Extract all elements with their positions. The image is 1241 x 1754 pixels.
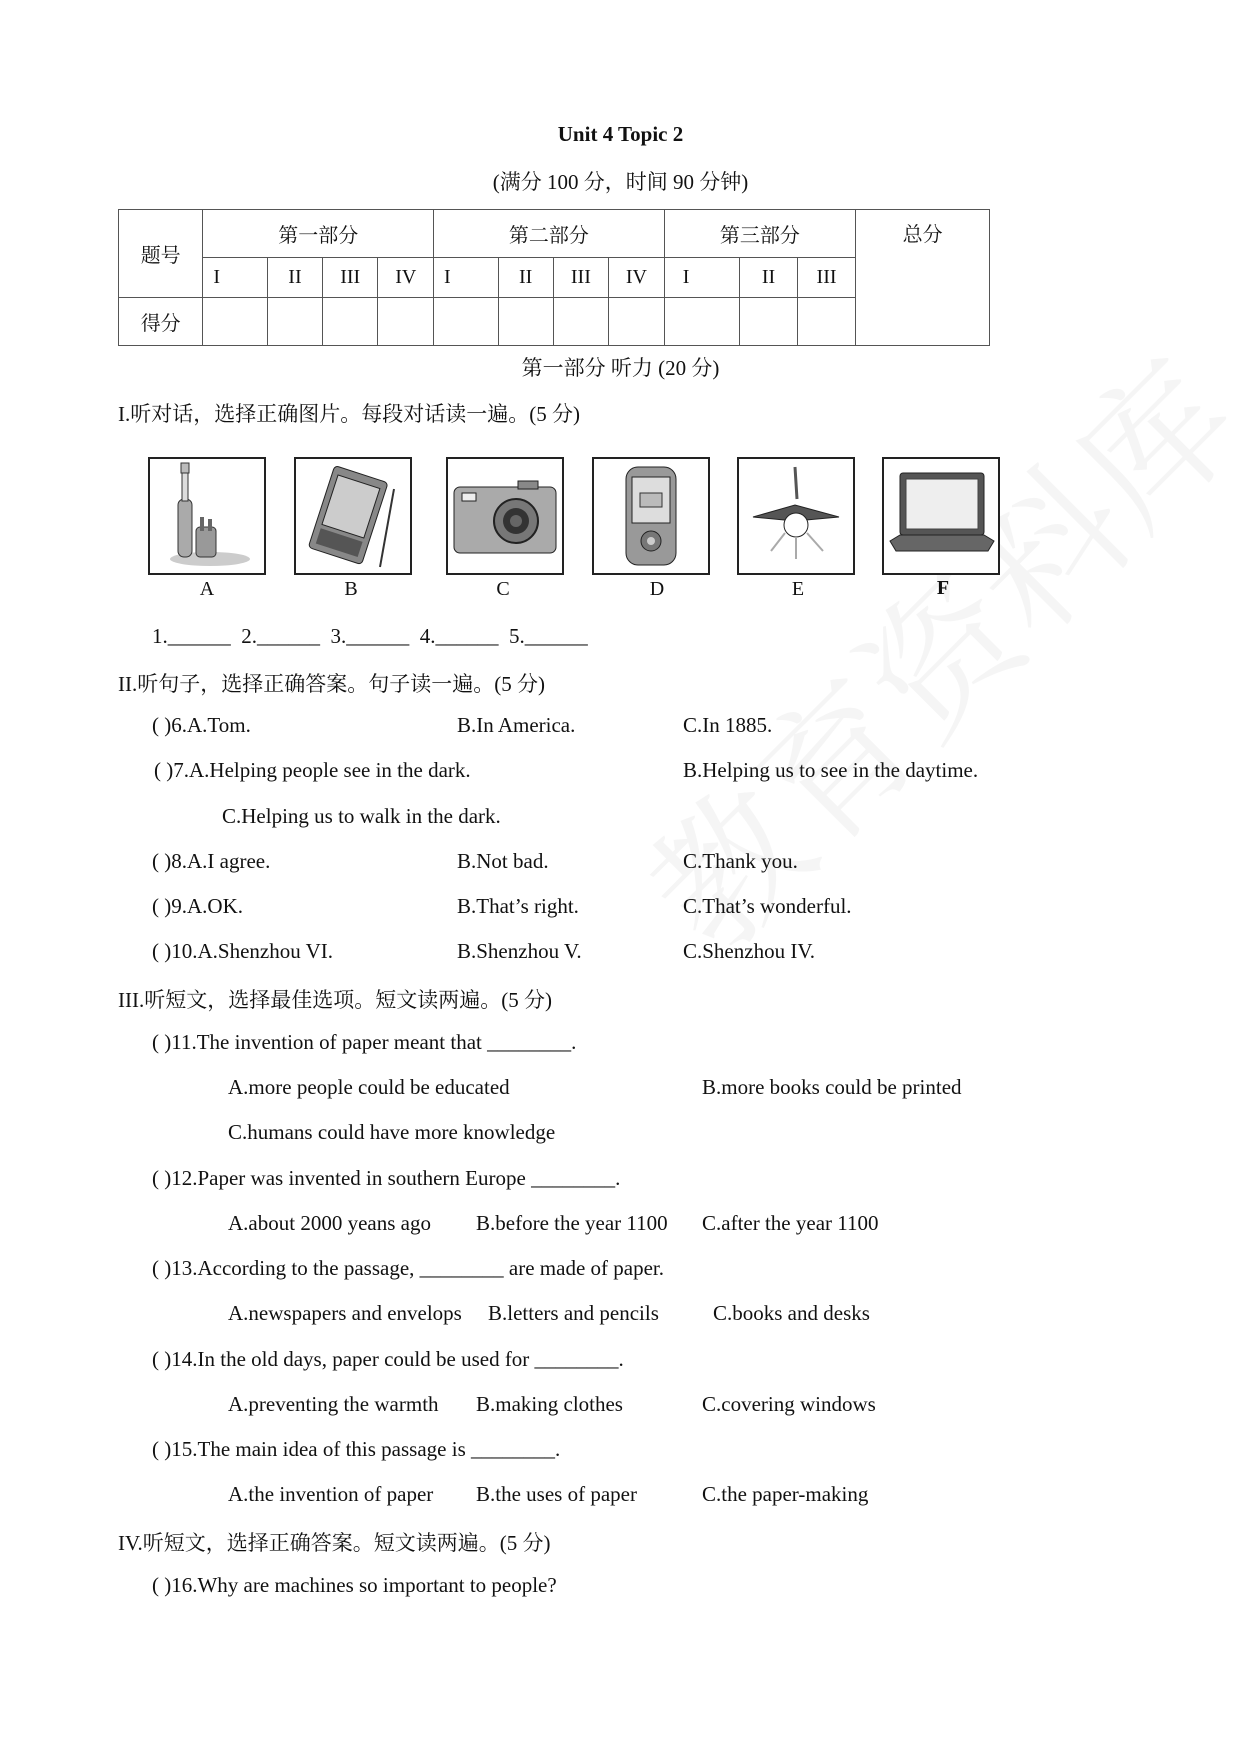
part-one-title: 第一部分 听力 (20 分) — [521, 356, 720, 380]
row-label-score: 得分 — [119, 298, 203, 346]
score-cell[interactable] — [609, 298, 665, 346]
q14-option-c: C.covering windows — [702, 1392, 876, 1416]
q13-option-a: A.newspapers and envelops — [228, 1301, 462, 1325]
q7-option-c: C.Helping us to walk in the dark. — [222, 804, 501, 828]
answer-blanks-1-5[interactable]: 1.______ 2.______ 3.______ 4.______ 5.______ — [152, 624, 588, 648]
col-part3-3: III — [797, 258, 855, 298]
e-book-reader-icon — [294, 457, 412, 575]
mobile-phone-icon — [592, 457, 710, 575]
score-cell[interactable] — [553, 298, 608, 346]
col-part3-2: II — [740, 258, 798, 298]
col-part2-1: I — [434, 258, 499, 298]
q9-option-b: B.That’s right. — [457, 894, 579, 918]
q13-option-c: C.books and desks — [713, 1301, 870, 1325]
header-part1: 第一部分 — [203, 210, 434, 258]
laptop-icon — [882, 457, 1000, 575]
q14-option-b: B.making clothes — [476, 1392, 623, 1416]
section-3-heading: III.听短文，选择最佳选项。短文读两遍。(5 分) — [118, 988, 552, 1012]
col-part1-3: III — [322, 258, 377, 298]
score-table — [118, 209, 990, 346]
q11-option-a: A.more people could be educated — [228, 1075, 510, 1099]
col-part2-3: III — [553, 258, 608, 298]
q10-stem: ( )10.A.Shenzhou VI. — [152, 939, 334, 963]
watermark — [593, 306, 1241, 989]
q11-option-c: C.humans could have more knowledge — [228, 1120, 556, 1144]
electric-toothbrush-icon — [148, 457, 266, 575]
header-part2: 第二部分 — [434, 210, 665, 258]
q10-option-c: C.Shenzhou IV. — [683, 939, 816, 963]
q15-option-c: C.the paper-making — [702, 1482, 869, 1506]
q7-stem: ( )7.A.Helping people see in the dark. — [154, 758, 471, 782]
q7-option-b: B.Helping us to see in the daytime. — [683, 758, 979, 782]
header-total: 总分 — [856, 210, 990, 346]
q8-option-c: C.Thank you. — [683, 849, 798, 873]
picture-label-c: C — [496, 578, 510, 600]
q8-option-b: B.Not bad. — [457, 849, 549, 873]
picture-label-b: B — [344, 578, 358, 600]
col-part1-4: IV — [378, 258, 434, 298]
q10-option-b: B.Shenzhou V. — [457, 939, 582, 963]
digital-camera-icon — [446, 457, 564, 575]
q15-option-b: B.the uses of paper — [476, 1482, 637, 1506]
q9-option-c: C.That’s wonderful. — [683, 894, 852, 918]
q14-option-a: A.preventing the warmth — [228, 1392, 439, 1416]
q6-option-b: B.In America. — [457, 713, 576, 737]
q12-option-b: B.before the year 1100 — [476, 1211, 668, 1235]
picture-label-e: E — [791, 578, 805, 600]
q14-stem: ( )14.In the old days, paper could be used for ________. — [152, 1347, 624, 1371]
score-cell[interactable] — [267, 298, 322, 346]
section-4-heading: IV.听短文，选择正确答案。短文读两遍。(5 分) — [118, 1531, 551, 1555]
col-part1-2: II — [267, 258, 322, 298]
q11-stem: ( )11.The invention of paper meant that ________. — [152, 1030, 577, 1054]
picture-label-d: D — [649, 578, 665, 600]
header-part3: 第三部分 — [664, 210, 855, 258]
satellite-icon — [737, 457, 855, 575]
q15-stem: ( )15.The main idea of this passage is ________. — [152, 1437, 561, 1461]
q6-option-c: C.In 1885. — [683, 713, 773, 737]
q12-stem: ( )12.Paper was invented in southern Europe ________. — [152, 1166, 621, 1190]
q11-option-b: B.more books could be printed — [702, 1075, 962, 1099]
section-2-heading: II.听句子，选择正确答案。句子读一遍。(5 分) — [118, 672, 545, 696]
q15-option-a: A.the invention of paper — [228, 1482, 434, 1506]
page-subtitle: (满分 100 分，时间 90 分钟) — [492, 170, 749, 194]
col-part1-1: I — [203, 258, 268, 298]
score-cell[interactable] — [434, 298, 499, 346]
score-cell[interactable] — [664, 298, 739, 346]
q6-stem: ( )6.A.Tom. — [152, 713, 251, 737]
score-cell[interactable] — [378, 298, 434, 346]
col-part2-2: II — [498, 258, 553, 298]
picture-label-f: F — [936, 577, 950, 599]
col-part2-4: IV — [609, 258, 665, 298]
score-cell[interactable] — [203, 298, 268, 346]
score-cell[interactable] — [322, 298, 377, 346]
q8-stem: ( )8.A.I agree. — [152, 849, 271, 873]
page-title: Unit 4 Topic 2 — [557, 122, 684, 146]
q12-option-c: C.after the year 1100 — [702, 1211, 879, 1235]
score-cell[interactable] — [797, 298, 855, 346]
score-cell[interactable] — [498, 298, 553, 346]
q16-stem: ( )16.Why are machines so important to people? — [152, 1573, 557, 1597]
picture-label-a: A — [199, 578, 215, 600]
q13-option-b: B.letters and pencils — [488, 1301, 659, 1325]
q12-option-a: A.about 2000 yeans ago — [228, 1211, 431, 1235]
row-label-question-number: 题号 — [119, 210, 203, 298]
score-cell[interactable] — [740, 298, 798, 346]
col-part3-1: I — [664, 258, 739, 298]
q13-stem: ( )13.According to the passage, ________ are made of paper. — [152, 1256, 664, 1280]
q9-stem: ( )9.A.OK. — [152, 894, 243, 918]
section-1-heading: I.听对话，选择正确图片。每段对话读一遍。(5 分) — [118, 402, 580, 426]
